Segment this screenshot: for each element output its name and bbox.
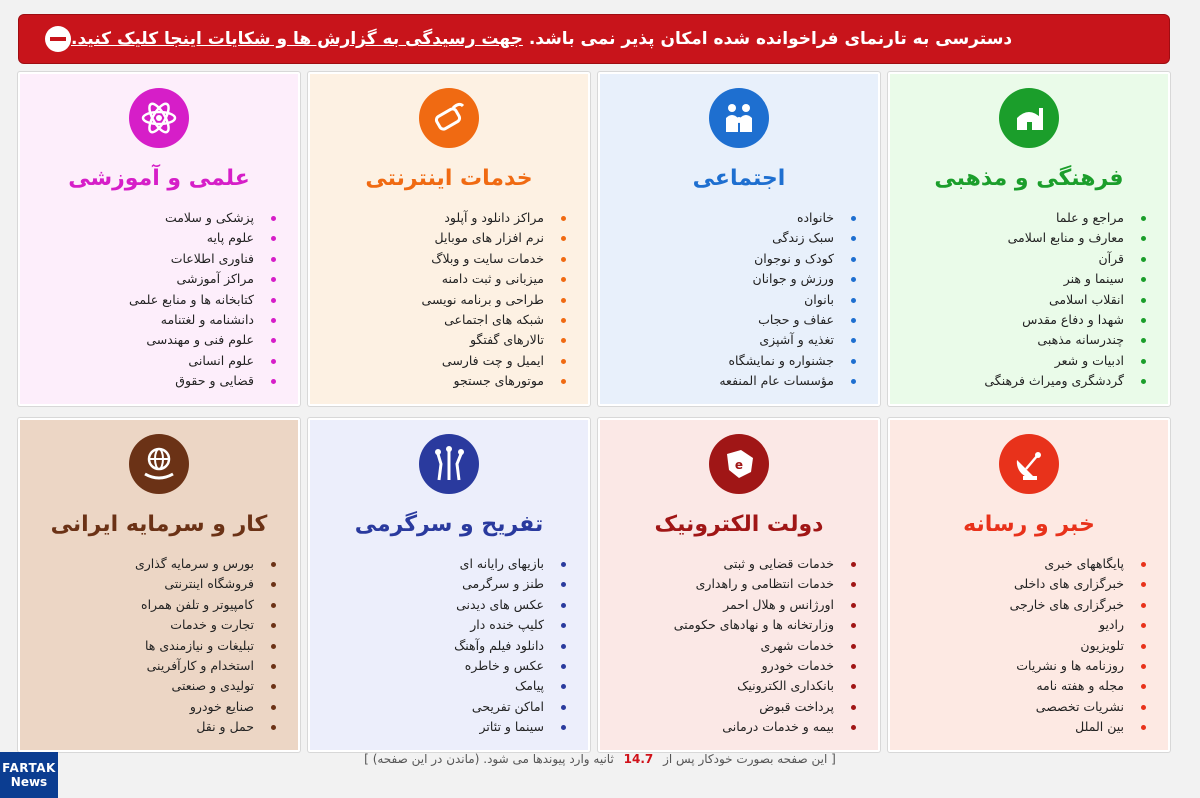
- category-link[interactable]: عکس های دیدنی: [320, 595, 544, 615]
- category-link[interactable]: تبلیغات و نیازمندی ها: [30, 636, 254, 656]
- mouse-icon: [419, 88, 479, 148]
- category-link-list: [600, 208, 878, 392]
- category-link[interactable]: شهدا و دفاع مقدس: [900, 310, 1124, 330]
- category-link[interactable]: بانکداری الکترونیک: [610, 676, 834, 696]
- category-link[interactable]: سینما و تئاتر: [320, 717, 544, 737]
- category-grid: [18, 72, 1170, 752]
- category-link[interactable]: قضایی و حقوق: [30, 371, 254, 391]
- category-link-list: [890, 554, 1168, 738]
- category-link[interactable]: گردشگری ومیراث فرهنگی: [900, 371, 1124, 391]
- category-link[interactable]: اماکن تفریحی: [320, 697, 544, 717]
- category-link[interactable]: تولیدی و صنعتی: [30, 676, 254, 696]
- category-link[interactable]: انقلاب اسلامی: [900, 290, 1124, 310]
- category-link[interactable]: خبرگزاری های داخلی: [900, 574, 1124, 594]
- category-link[interactable]: بیمه و خدمات درمانی: [610, 717, 834, 737]
- hands-icon: [419, 434, 479, 494]
- category-card-2: [308, 72, 590, 406]
- category-link[interactable]: علوم فنی و مهندسی: [30, 330, 254, 350]
- category-link-list: [20, 554, 298, 738]
- globe-hand-icon: [129, 434, 189, 494]
- blocked-access-banner: [18, 14, 1170, 64]
- category-link[interactable]: ادبیات و شعر: [900, 351, 1124, 371]
- category-title[interactable]: فرهنگی و مذهبی: [934, 166, 1124, 191]
- category-link[interactable]: وزارتخانه ها و نهادهای حکومتی: [610, 615, 834, 635]
- category-link[interactable]: خانواده: [610, 208, 834, 228]
- category-link[interactable]: علوم انسانی: [30, 351, 254, 371]
- logo-line-2: News: [10, 775, 48, 789]
- category-link[interactable]: تجارت و خدمات: [30, 615, 254, 635]
- category-link[interactable]: نرم افزار های موبایل: [320, 228, 544, 248]
- category-link[interactable]: خدمات قضایی و ثبتی: [610, 554, 834, 574]
- category-link[interactable]: خبرگزاری های خارجی: [900, 595, 1124, 615]
- category-link[interactable]: تالارهای گفتگو: [320, 330, 544, 350]
- category-link[interactable]: میزبانی و ثبت دامنه: [320, 269, 544, 289]
- category-link[interactable]: کتابخانه ها و منابع علمی: [30, 290, 254, 310]
- category-link[interactable]: فناوری اطلاعات: [30, 249, 254, 269]
- category-link[interactable]: دانلود فیلم وآهنگ: [320, 636, 544, 656]
- category-link[interactable]: سبک زندگی: [610, 228, 834, 248]
- iran-map-icon: [709, 434, 769, 494]
- category-link[interactable]: خدمات خودرو: [610, 656, 834, 676]
- category-card-3: [18, 72, 300, 406]
- atom-icon: [129, 88, 189, 148]
- category-link-list: [310, 208, 588, 392]
- bracket-close: ]: [364, 752, 369, 766]
- category-link-list: [20, 208, 298, 392]
- category-card-1: [598, 72, 880, 406]
- category-link[interactable]: ایمیل و چت فارسی: [320, 351, 544, 371]
- category-title[interactable]: خدمات اینترنتی: [365, 166, 533, 191]
- svg-text:e: e: [734, 458, 744, 472]
- category-link[interactable]: علوم پایه: [30, 228, 254, 248]
- category-link[interactable]: مراجع و علما: [900, 208, 1124, 228]
- redirect-notice: [0, 752, 1200, 766]
- category-card-0: [888, 72, 1170, 406]
- category-link[interactable]: کلیپ خنده دار: [320, 615, 544, 635]
- category-link[interactable]: خدمات سایت و وبلاگ: [320, 249, 544, 269]
- category-link[interactable]: طراحی و برنامه نویسی: [320, 290, 544, 310]
- category-card-7: [18, 418, 300, 752]
- category-title[interactable]: تفریح و سرگرمی: [354, 512, 544, 537]
- category-title[interactable]: کار و سرمایه ایرانی: [50, 512, 268, 537]
- banner-message: دسترسی به تارنمای فراخوانده شده امکان پذیر نمی باشد.: [528, 29, 1013, 49]
- category-link[interactable]: نشریات تخصصی: [900, 697, 1124, 717]
- category-card-6: [308, 418, 590, 752]
- category-link[interactable]: طنز و سرگرمی: [320, 574, 544, 594]
- category-link[interactable]: فروشگاه اینترنتی: [30, 574, 254, 594]
- category-link[interactable]: خدمات انتظامی و راهداری: [610, 574, 834, 594]
- satellite-dish-icon: [999, 434, 1059, 494]
- category-link[interactable]: مراکز دانلود و آپلود: [320, 208, 544, 228]
- category-link[interactable]: سینما و هنر: [900, 269, 1124, 289]
- category-link[interactable]: پرداخت قبوض: [610, 697, 834, 717]
- category-link-list: [310, 554, 588, 738]
- category-link[interactable]: ورزش و جوانان: [610, 269, 834, 289]
- category-link[interactable]: قرآن: [900, 249, 1124, 269]
- category-link[interactable]: حمل و نقل: [30, 717, 254, 737]
- category-link[interactable]: پیامک: [320, 676, 544, 696]
- category-link[interactable]: عفاف و حجاب: [610, 310, 834, 330]
- stay-on-page-link[interactable]: (ماندن در این صفحه): [372, 752, 480, 766]
- category-link[interactable]: صنایع خودرو: [30, 697, 254, 717]
- stop-icon: [45, 26, 71, 52]
- fartak-news-logo: [0, 752, 58, 798]
- category-link-list: [890, 208, 1168, 392]
- bracket-open: [: [831, 752, 836, 766]
- mosque-icon: [999, 88, 1059, 148]
- category-link-list: [600, 554, 878, 738]
- category-link[interactable]: تلویزیون: [900, 636, 1124, 656]
- category-link[interactable]: مجله و هفته نامه: [900, 676, 1124, 696]
- category-link[interactable]: معارف و منابع اسلامی: [900, 228, 1124, 248]
- category-link[interactable]: مراکز آموزشی: [30, 269, 254, 289]
- family-icon: [709, 88, 769, 148]
- category-link[interactable]: اورژانس و هلال احمر: [610, 595, 834, 615]
- category-link[interactable]: کامپیوتر و تلفن همراه: [30, 595, 254, 615]
- redirect-text-end: ثانیه وارد پیوندها می شود.: [483, 752, 614, 766]
- category-link[interactable]: روزنامه ها و نشریات: [900, 656, 1124, 676]
- category-link[interactable]: پایگاههای خبری: [900, 554, 1124, 574]
- category-link[interactable]: موتورهای جستجو: [320, 371, 544, 391]
- redirect-text: این صفحه بصورت خودکار پس از: [663, 752, 828, 766]
- complaint-link[interactable]: جهت رسیدگی به گزارش ها و شکایات اینجا کلیک کنید.: [71, 29, 523, 49]
- category-card-5: [598, 418, 880, 752]
- category-link[interactable]: جشنواره و نمایشگاه: [610, 351, 834, 371]
- countdown-value: 14.7: [623, 752, 654, 766]
- category-link[interactable]: بازیهای رایانه ای: [320, 554, 544, 574]
- category-link[interactable]: پزشکی و سلامت: [30, 208, 254, 228]
- logo-line-1: FARTAK: [2, 761, 56, 775]
- category-link[interactable]: رادیو: [900, 615, 1124, 635]
- category-title[interactable]: اجتماعی: [692, 166, 786, 191]
- category-title[interactable]: خبر و رسانه: [963, 512, 1095, 537]
- category-link[interactable]: عکس و خاطره: [320, 656, 544, 676]
- category-link[interactable]: کودک و نوجوان: [610, 249, 834, 269]
- category-link[interactable]: تغذیه و آشپزی: [610, 330, 834, 350]
- category-card-4: [888, 418, 1170, 752]
- category-title[interactable]: دولت الکترونیک: [654, 512, 824, 537]
- category-title[interactable]: علمی و آموزشی: [68, 166, 250, 191]
- category-link[interactable]: مؤسسات عام المنفعه: [610, 371, 834, 391]
- category-link[interactable]: بین الملل: [900, 717, 1124, 737]
- category-link[interactable]: خدمات شهری: [610, 636, 834, 656]
- category-link[interactable]: شبکه های اجتماعی: [320, 310, 544, 330]
- category-link[interactable]: چندرسانه مذهبی: [900, 330, 1124, 350]
- banner-text: [71, 29, 1012, 49]
- category-link[interactable]: بانوان: [610, 290, 834, 310]
- category-link[interactable]: بورس و سرمایه گذاری: [30, 554, 254, 574]
- category-link[interactable]: دانشنامه و لغتنامه: [30, 310, 254, 330]
- category-link[interactable]: استخدام و کارآفرینی: [30, 656, 254, 676]
